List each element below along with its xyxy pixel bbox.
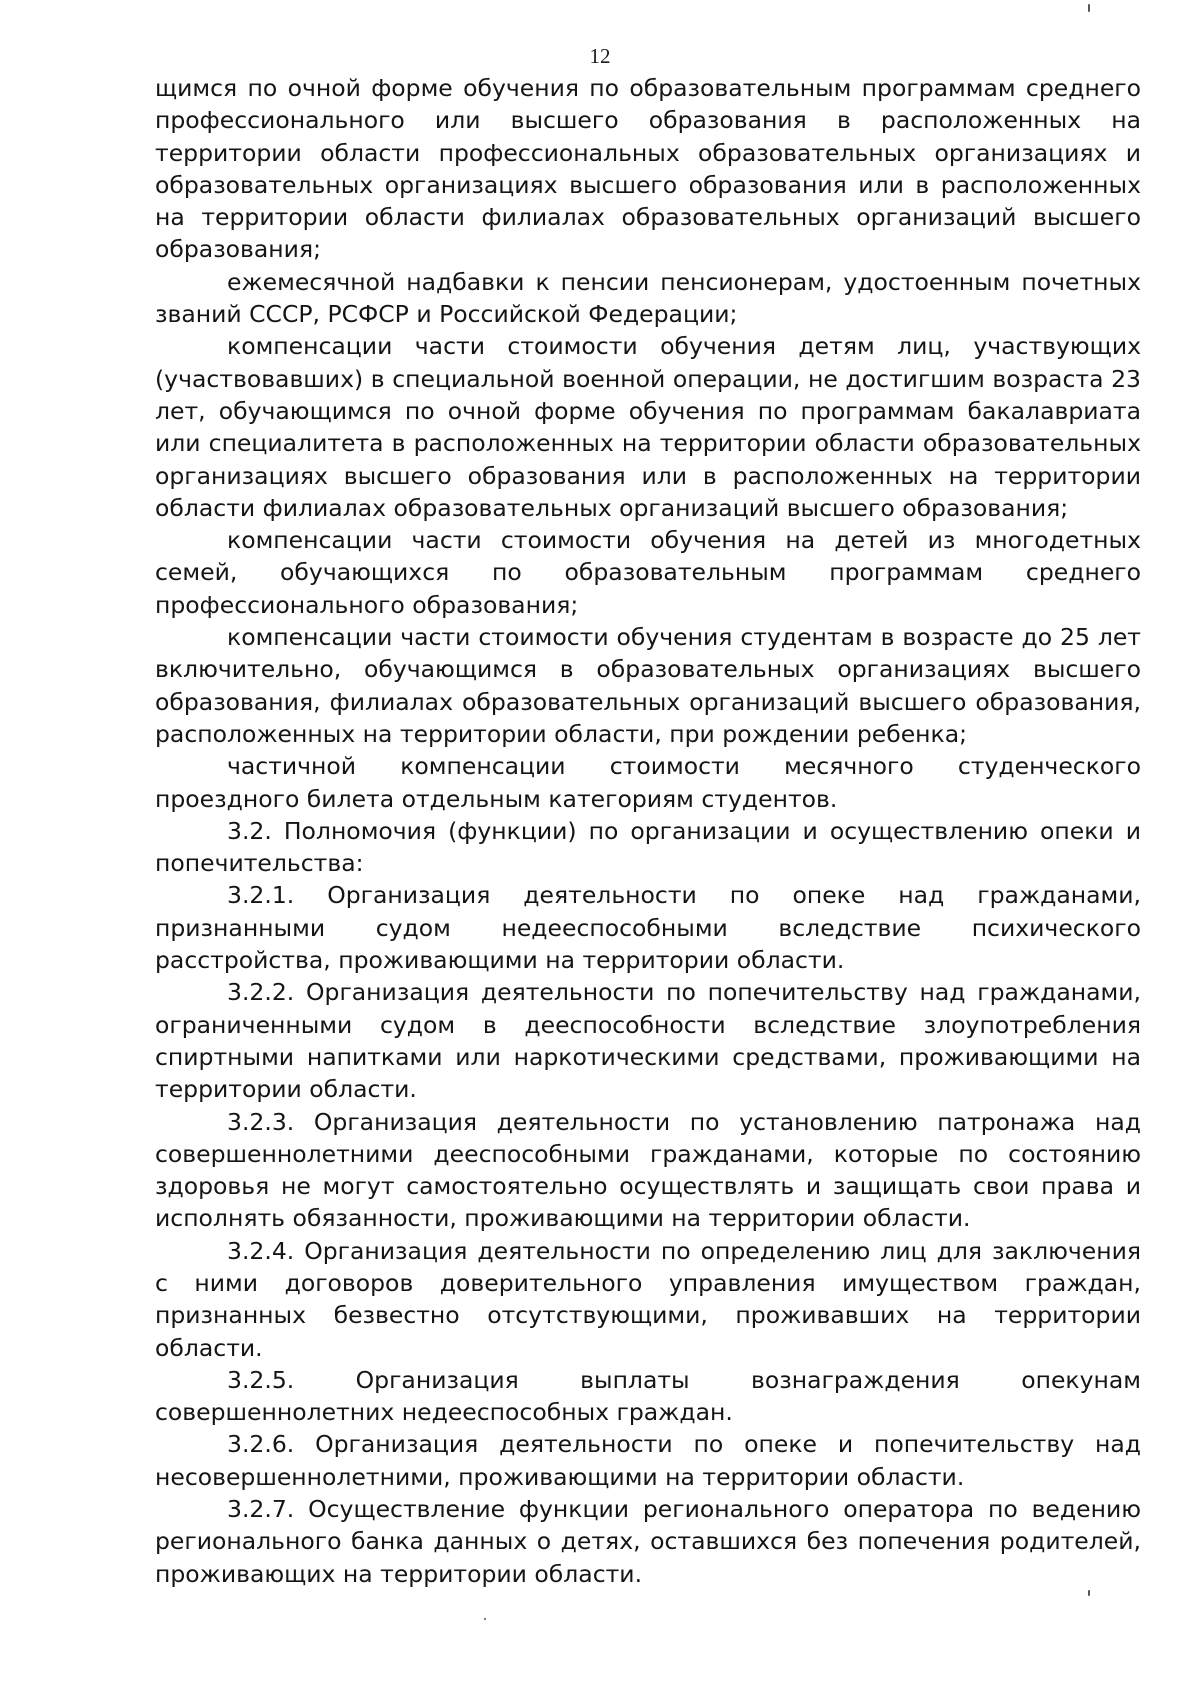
paragraph: частичной компенсации стоимости месячного студенческого проездного билета отдельным категориям студентов. <box>155 752 1141 813</box>
scan-speck <box>1088 4 1090 12</box>
paragraph: компенсации части стоимости обучения на детей из многодетных семей, обучающихся по образовательным программам среднего профессионального образования; <box>155 526 1141 619</box>
paragraph: компенсации части стоимости обучения детям лиц, участвующих (участвовавших) в специальной военной операции, не достигшим возраста 23 лет, обучающимся по очной форме обучения по программам бакалавриата или специалитета в расположенных на территории области образовательных организациях высшего образования или в расположенных на территории области филиалах образовательных организаций высшего образования; <box>155 332 1141 522</box>
paragraph: 3.2.5. Организация выплаты вознаграждения опекунам совершеннолетних недееспособных граждан. <box>155 1365 1141 1427</box>
page-number: 12 <box>589 44 611 68</box>
scan-speck <box>1088 1590 1090 1596</box>
scan-speck <box>484 1618 486 1620</box>
paragraph: 3.2.2. Организация деятельности по попечительству над гражданами, ограниченными судом в дееспособности вследствие злоупотребления спиртными напитками или наркотическими средствами, проживающими на территории области. <box>155 978 1141 1104</box>
paragraph: 3.2.1. Организация деятельности по опеке над гражданами, признанными судом недееспособными вследствие психического расстройства, проживающими на территории области. <box>155 881 1141 975</box>
paragraph: 3.2.7. Осуществление функции регионального оператора по ведению регионального банка данных о детях, оставшихся без попечения родителей, проживающих на территории области. <box>155 1495 1141 1588</box>
paragraph: 3.2. Полномочия (функции) по организации и осуществлению опеки и попечительства: <box>155 816 1141 878</box>
paragraph: 3.2.4. Организация деятельности по определению лиц для заключения с ними договоров доверительного управления имуществом граждан, признанных безвестно отсутствующими, проживавших на территории области. <box>155 1236 1141 1362</box>
document-body <box>155 72 1141 1590</box>
paragraph: 3.2.3. Организация деятельности по установлению патронажа над совершеннолетними дееспособными гражданами, которые по состоянию здоровья не могут самостоятельно осуществлять и защищать свои права и исполнять обязанности, проживающими на территории области. <box>155 1107 1141 1233</box>
paragraph: компенсации части стоимости обучения студентам в возрасте до 25 лет включительно, обучающимся в образовательных организациях высшего образования, филиалах образовательных организаций высшего образования, расположенных на территории области, при рождении ребенка; <box>155 623 1141 748</box>
paragraph: 3.2.6. Организация деятельности по опеке и попечительству над несовершеннолетними, проживающими на территории области. <box>155 1430 1141 1491</box>
paragraph: ежемесячной надбавки к пенсии пенсионерам, удостоенным почетных званий СССР, РСФСР и Российской Федерации; <box>155 267 1141 329</box>
paragraph: щимся по очной форме обучения по образовательным программам среднего профессионального или высшего образования в расположенных на территории области профессиональных образовательных организациях и образовательных организациях высшего образования или в расположенных на территории области филиалах образовательных организаций высшего образования; <box>155 74 1141 264</box>
